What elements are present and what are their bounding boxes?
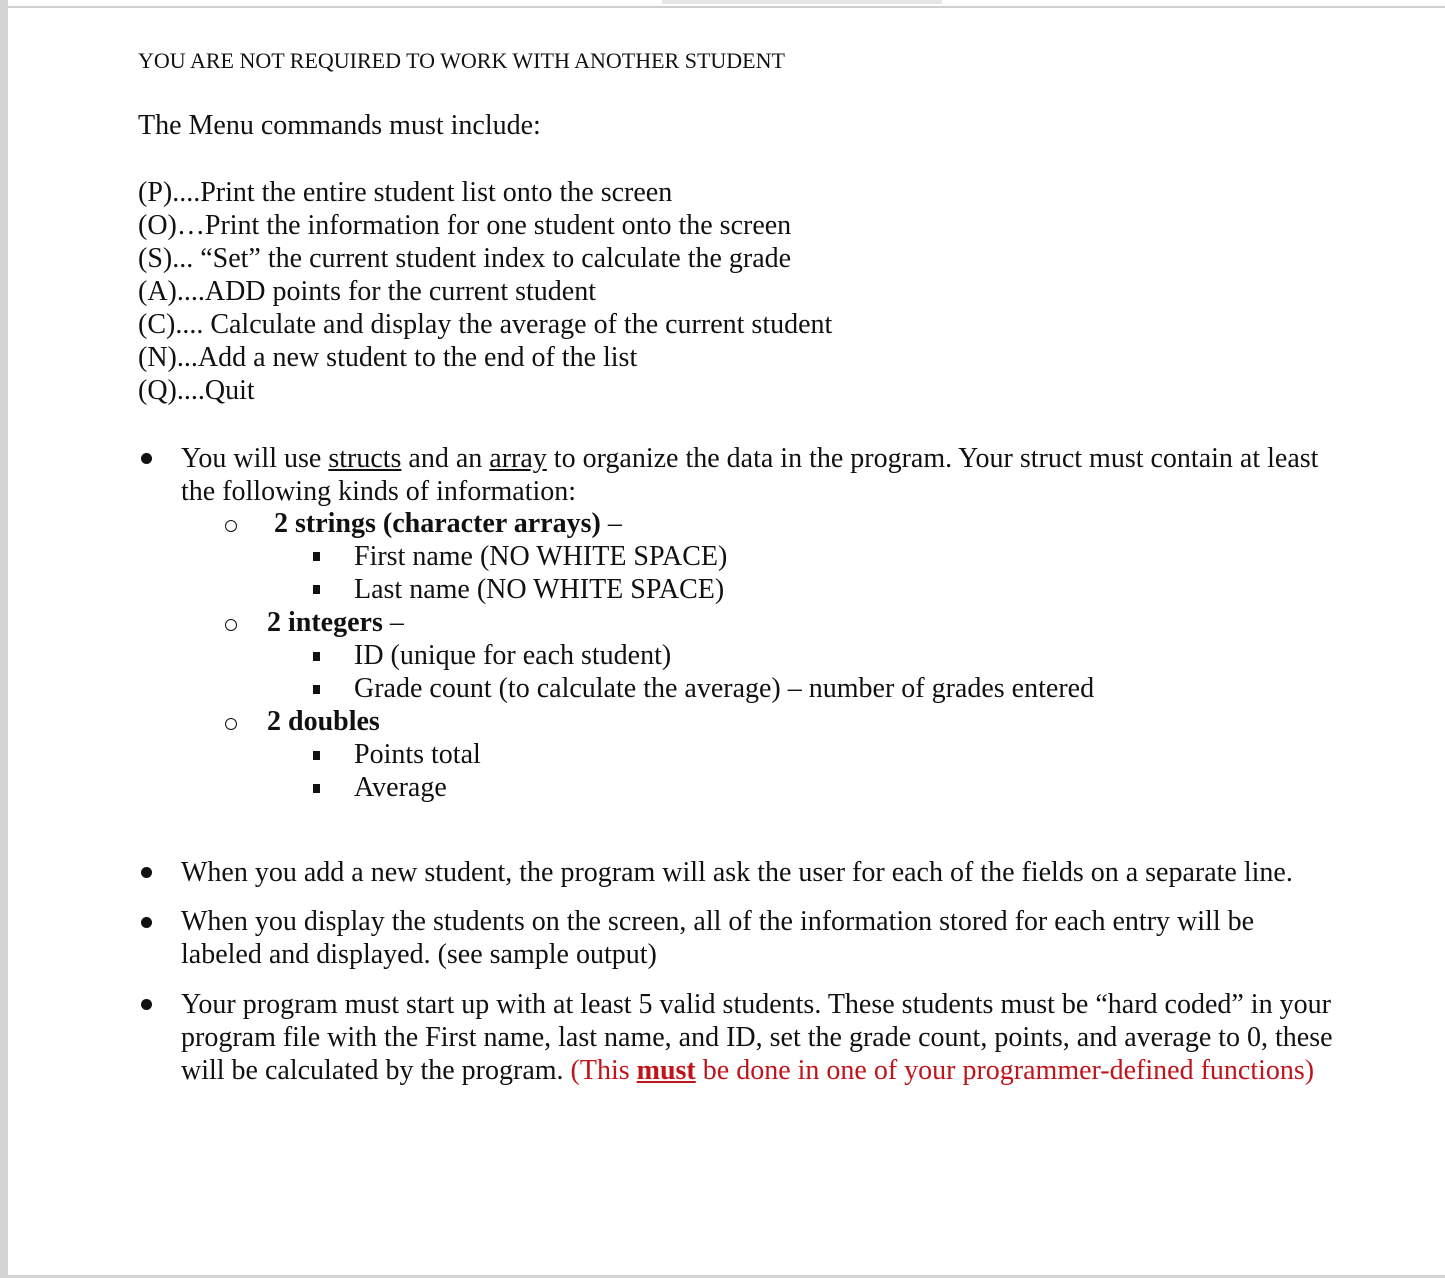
integers-item: Grade count (to calculate the average) – number of grades entered: [354, 673, 1095, 704]
circle-bullet-icon: [225, 520, 237, 532]
struct-paragraph: You will use structs and an array to organize the data in the program. Your struct must contain at least the following kinds of information:: [181, 443, 1319, 507]
square-bullet-icon: [313, 751, 320, 760]
bullet-icon: [141, 999, 152, 1010]
square-bullet-icon: [313, 585, 320, 594]
menu-list: [138, 176, 832, 407]
doubles-item: Average: [354, 772, 447, 803]
menu-item: (O)…Print the information for one student onto the screen: [138, 210, 792, 241]
menu-item: (C).... Calculate and display the average of the current student: [138, 309, 833, 340]
square-bullet-icon: [313, 685, 320, 694]
menu-item: (N)...Add a new student to the end of the list: [138, 342, 638, 373]
integers-heading: 2 integers –: [267, 607, 404, 638]
heading: YOU ARE NOT REQUIRED TO WORK WITH ANOTHER STUDENT: [138, 48, 785, 73]
doubles-item: Points total: [354, 739, 481, 770]
display-paragraph: When you display the students on the screen, all of the information stored for each entry will be labeled and displayed. (see sample output): [181, 906, 1255, 970]
page-left-edge: [0, 0, 8, 1278]
square-bullet-icon: [313, 552, 320, 561]
circle-bullet-icon: [225, 619, 237, 631]
doubles-heading: 2 doubles: [267, 706, 380, 737]
must-emphasis: must: [636, 1055, 696, 1086]
bullet-icon: [141, 867, 152, 878]
bullet-icon: [141, 917, 152, 928]
menu-intro: The Menu commands must include:: [138, 110, 541, 141]
add-student-paragraph: When you add a new student, the program will ask the user for each of the fields on a separate line.: [181, 857, 1293, 888]
page-top-edge: [8, 6, 1445, 8]
menu-item: (S)... “Set” the current student index to calculate the grade: [138, 243, 792, 274]
menu-item: (A)....ADD points for the current student: [138, 276, 597, 307]
circle-bullet-icon: [225, 718, 237, 730]
strings-heading: 2 strings (character arrays) –: [274, 508, 622, 539]
array-term: array: [489, 443, 547, 474]
square-bullet-icon: [313, 652, 320, 661]
strings-item: Last name (NO WHITE SPACE): [354, 574, 725, 605]
strings-item: First name (NO WHITE SPACE): [354, 541, 728, 572]
integers-item: ID (unique for each student): [354, 640, 672, 671]
page-top-shade: [662, 0, 942, 4]
menu-item: (P)....Print the entire student list onto the screen: [138, 177, 673, 208]
menu-item: (Q)....Quit: [138, 375, 255, 406]
startup-paragraph: Your program must start up with at least 5 valid students. These students must be “hard coded” in your program file with the First name, last name, and ID, set the grade count, points, and average to 0, these will be calculated by the program. (This must be done in one of your programmer-defined functions): [181, 989, 1333, 1086]
structs-term: structs: [328, 443, 402, 474]
bullet-icon: [141, 453, 152, 464]
square-bullet-icon: [313, 784, 320, 793]
